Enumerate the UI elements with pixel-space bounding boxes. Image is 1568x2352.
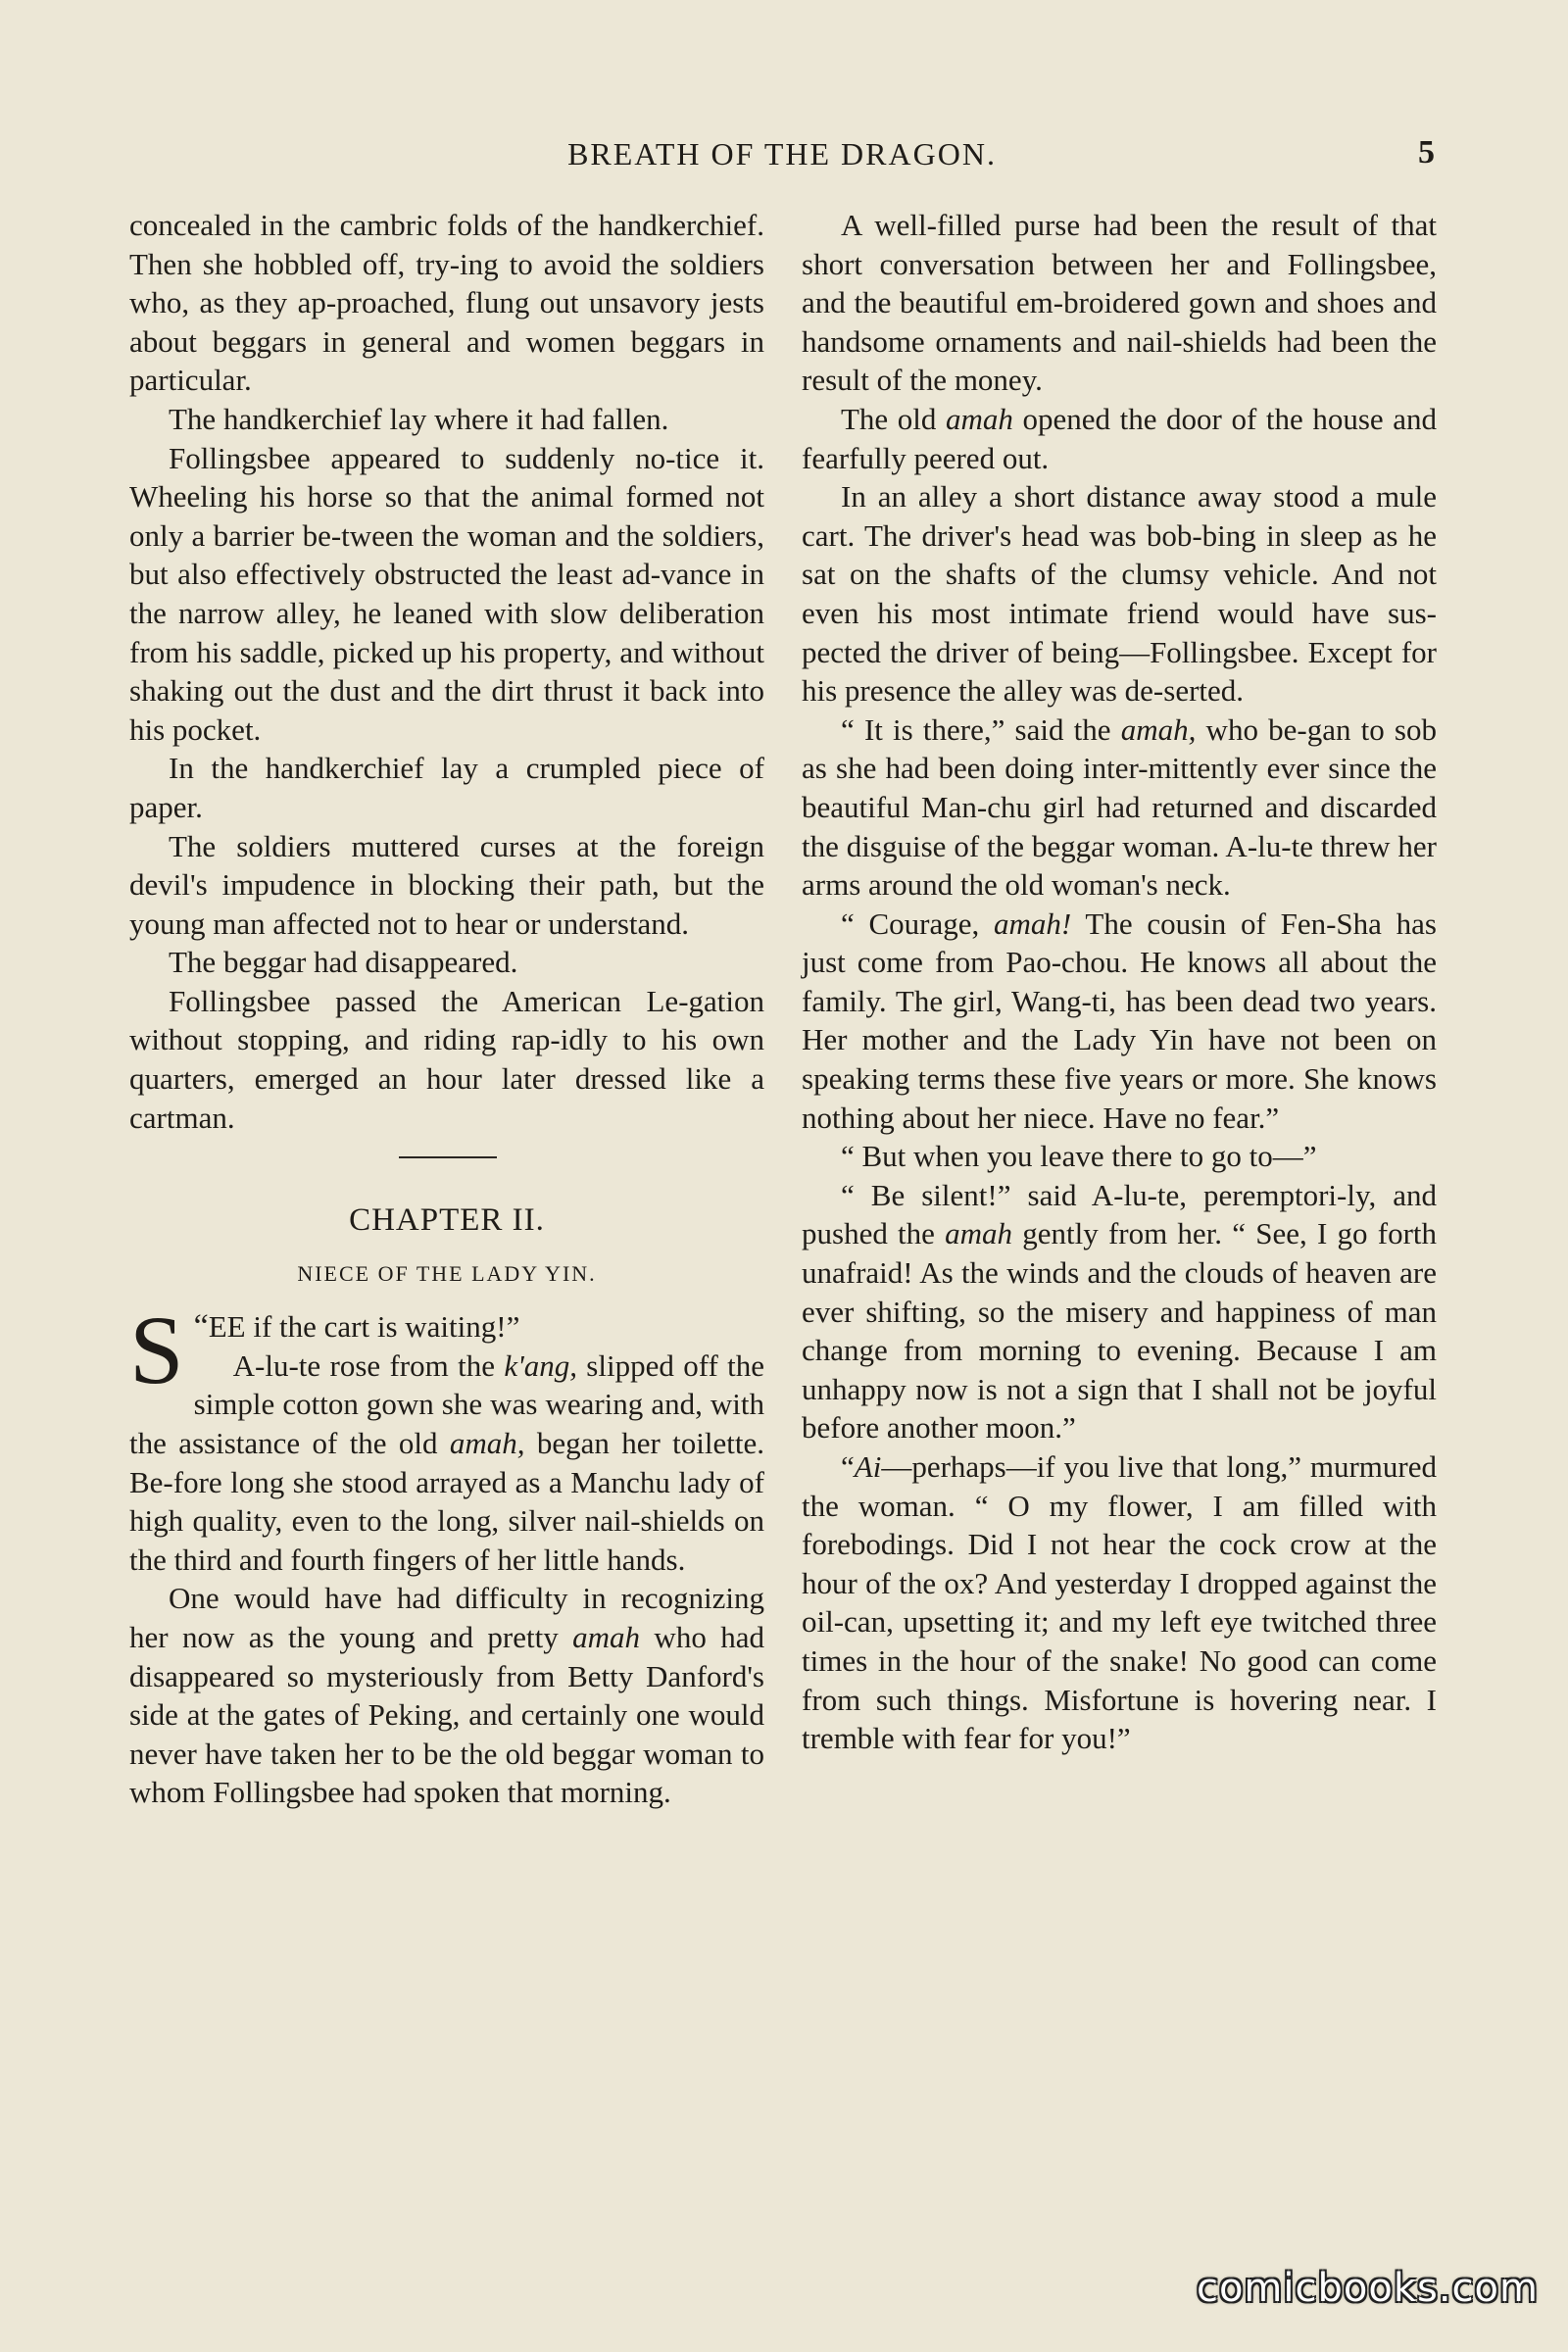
text-span: A-lu-te rose from the [232,1348,505,1383]
italic-word: amah [945,1216,1013,1251]
paragraph: The soldiers muttered curses at the foreign devil's impudence in blocking their path, but the young man affected not to hear or understand. [129,828,764,941]
paragraph: concealed in the cambric folds of the handkerchief. Then she hobbled off, try-ing to avoid the soldiers who, as they ap-proached, flung out unsavory jests about beggars in general and women beggars in particular. [129,208,764,398]
left-column [129,206,764,1812]
italic-word: amah! [994,906,1072,941]
text-span: gently from her. “ See, I go forth unafraid! As the winds and the clouds of heaven are ever shifting, so the misery and happiness of man change from morning to evening. Because I am unhappy now is not a sign that I shall not be joyful before another moon.” [802,1216,1437,1446]
text-span: One would have had difficulty in recognizing her now as the young and pretty [129,1581,764,1654]
right-column [802,206,1437,1758]
italic-word: amah [572,1620,641,1654]
text-span: slipped off the simple cotton gown she was wearing and, with the assistance of the old [129,1348,764,1461]
drop-cap: S [129,1296,184,1405]
paragraph: In an alley a short distance away stood a mule cart. The driver's head was bob-bing in sleep as he sat on the shafts of the clumsy vehicle. And not even his most intimate friend would have sus-pected the driver of being—Follingsbee. Except for his presence the alley was de-serted. [802,479,1437,709]
text-span: —perhaps—if you live that long,” murmured the woman. “ O my flower, I am filled with forebodings. Did I not hear the cock crow at the hour of the ox? And yesterday I dropped against the oil-can, upsetting it; and my left eye twitched three times in the hour of the snake! No good can come from such things. Misfortune is hovering near. I tremble with fear for you!” [802,1449,1437,1756]
italic-word: k'ang, [504,1348,577,1383]
text-span: who had disappeared so mysteriously from Betty Danford's side at the gates of Peking, and certainly one would never have taken her to be the old beggar woman to whom Follingsbee had spoken that morning. [129,1620,764,1810]
watermark-logo: comicbooks.com [1196,2266,1539,2311]
chapter-heading: CHAPTER II. [349,1202,545,1239]
opening-text: EE if the cart is waiting!” [208,1309,520,1345]
text-span: “ Be silent!” said A-lu-te, peremptori-ly, and pushed the [802,1177,1437,1251]
text-span: The cousin of Fen-Sha has just come from Pao-chou. He knows all about the family. The girl, Wang-ti, has been dead two years. Her mother and the Lady Yin have not been on speaking terms these five years or more. She knows nothing about her niece. Have no fear.” [802,906,1437,1135]
paragraph: The beggar had disappeared. [169,945,518,980]
text-span: began her toilette. Be-fore long she stood arrayed as a Manchu lady of high quality, even to the long, silver nail-shields on the third and fourth fingers of her little hands. [129,1426,764,1577]
text-span: opened the door of the house and fearfully peered out. [802,401,1438,475]
paragraph: Follingsbee appeared to suddenly no-tice it. Wheeling his horse so that the animal formed not only a barrier be-tween the woman and the soldiers, but also effectively obstructed the least ad-vance in the narrow alley, he leaned with slow deliberation from his saddle, picked up his property, and without shaking out the dust and the dirt thrust it back into his pocket. [129,440,764,747]
paragraph [129,1347,764,1580]
paragraph: In the handkerchief lay a crumpled piece of paper. [129,751,764,824]
text-span: who be-gan to sob as she had been doing inter-mittently ever since the beautiful Man-chu girl had returned and discarded the disguise of the beggar woman. A-lu-te threw her arms around the old woman's neck. [802,711,1437,903]
italic-word: amah, [1120,711,1197,747]
page-header [129,130,1435,179]
section-divider [129,1137,764,1196]
text-span: “ Courage, [841,906,995,941]
paragraph [802,1447,1437,1758]
italic-word: Ai [854,1449,882,1484]
paragraph [802,905,1437,1138]
paragraph [802,400,1437,477]
italic-word: amah, [449,1426,525,1461]
paragraph [802,1176,1437,1447]
opening-quote: “ [193,1308,209,1346]
text-span: The old [841,401,946,436]
paragraph: Follingsbee passed the American Le-gation without stopping, and riding rap-idly to his own quarters, emerged an hour later dressed like a cartman. [129,983,764,1135]
paragraph: The handkerchief lay where it had fallen. [169,401,669,436]
paragraph [129,1579,764,1812]
paragraph: “ But when you leave there to go to—” [841,1139,1317,1174]
paragraph: A well-filled purse had been the result of that short conversation between her and Follingsbee, and the beautiful em-broidered gown and shoes and handsome ornaments and nail-shields had been the result of the money. [802,208,1437,398]
text-span: “ It is there,” said the [841,711,1121,747]
chapter-subtitle: NIECE OF THE LADY YIN. [297,1261,597,1287]
running-title: BREATH OF THE DRAGON. [567,136,997,172]
text-span: “ [841,1449,855,1484]
paragraph [802,710,1437,905]
italic-word: amah [946,401,1013,436]
page-number: 5 [1418,134,1435,171]
